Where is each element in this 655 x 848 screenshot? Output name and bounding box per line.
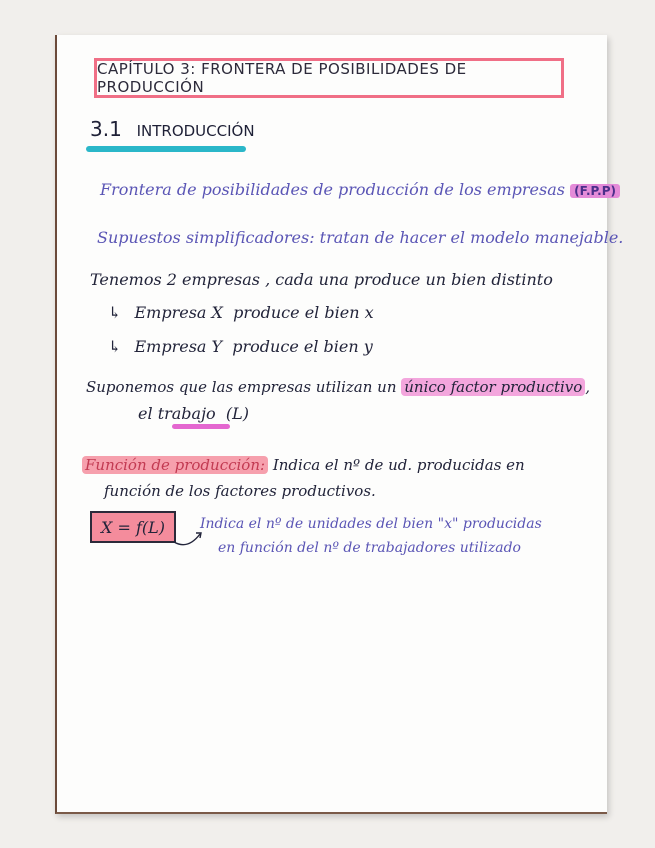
formula-note-1: Indica el nº de unidades del bien "x" producidas (200, 516, 542, 532)
arrow-icon: ↳ (108, 337, 122, 356)
section-heading (90, 117, 255, 141)
section-number: 3.1 (90, 117, 122, 141)
suponemos-line (86, 378, 590, 396)
funcion-line-1 (82, 456, 525, 474)
trabajo-line (138, 404, 249, 423)
fpp-tag: (F.P.P) (570, 184, 620, 198)
suponemos-post: , (585, 378, 591, 396)
section-name: INTRODUCCIÓN (136, 122, 255, 140)
supuestos-line: Supuestos simplificadores: tratan de hacer el modelo manejable. (97, 228, 624, 247)
empresa-y-name: Empresa Y (134, 337, 223, 356)
formula-note-2: en función del nº de trabajadores utilizado (218, 540, 521, 556)
fpp-line (100, 180, 620, 199)
empresa-x-text: produce el bien x (233, 303, 374, 322)
empresa-y-text: produce el bien y (232, 337, 373, 356)
trabajo-underline (172, 424, 230, 429)
empresa-y-line (108, 337, 373, 356)
fpp-text: Frontera de posibilidades de producción de los empresas (100, 180, 565, 199)
funcion-label: Función de producción: (82, 456, 268, 474)
formula-box: X = f(L) (90, 511, 176, 543)
trabajo-word: trabajo (157, 404, 216, 423)
suponemos-pre: Suponemos que las empresas utilizan un (86, 378, 397, 396)
unico-factor-highlight: único factor productivo (401, 378, 585, 396)
arrow-icon: ↳ (108, 303, 122, 322)
trabajo-post: (L) (225, 404, 249, 423)
funcion-line-2: función de los factores productivos. (104, 482, 376, 500)
tenemos-line: Tenemos 2 empresas , cada una produce un bien distinto (90, 270, 553, 289)
trabajo-pre: el (138, 404, 153, 423)
empresa-x-name: Empresa X (134, 303, 223, 322)
chapter-title: CAPÍTULO 3: FRONTERA DE POSIBILIDADES DE PRODUCCIÓN (94, 58, 564, 98)
empresa-x-line (108, 303, 374, 322)
funcion-text-1: Indica el nº de ud. producidas en (272, 456, 525, 474)
section-underline (86, 146, 246, 152)
